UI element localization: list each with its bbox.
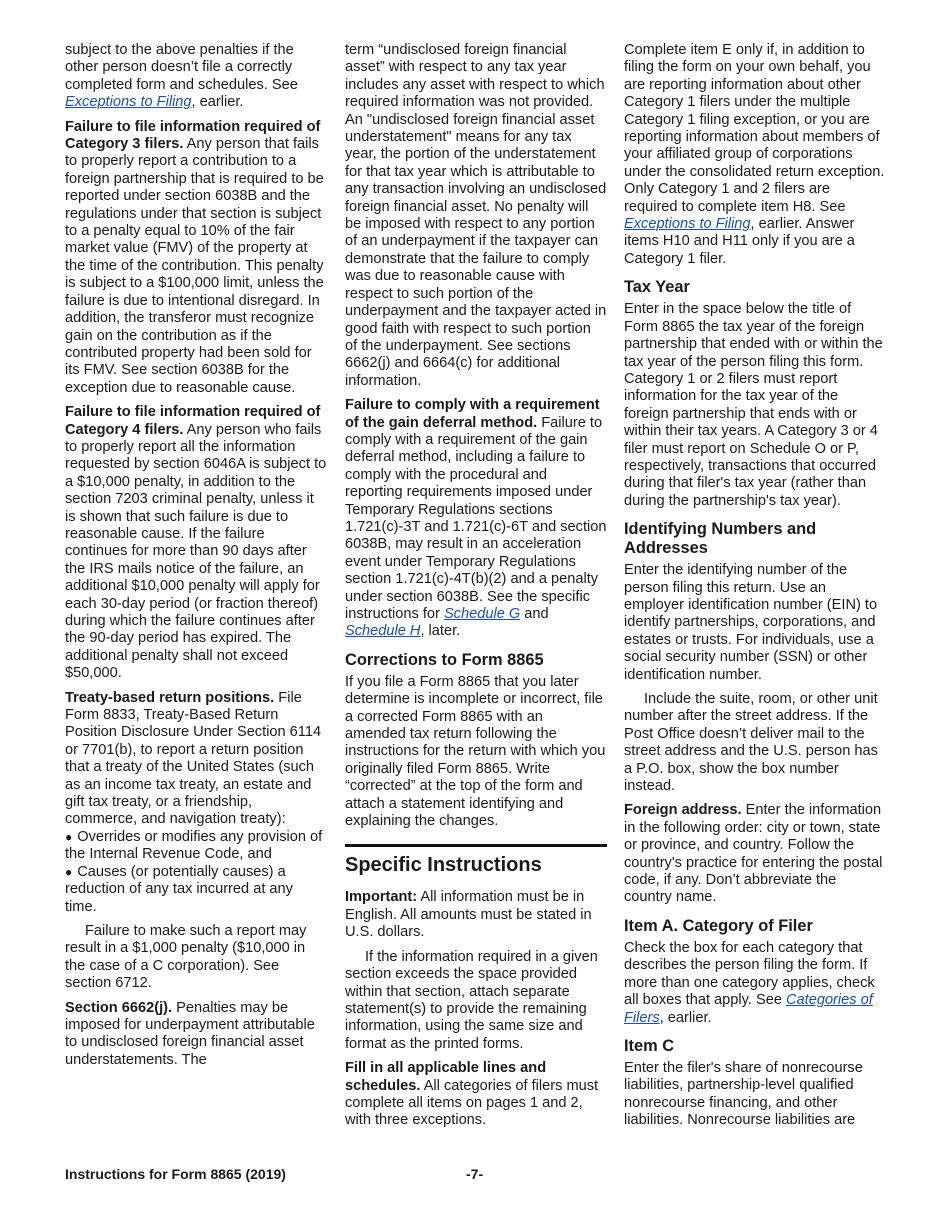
column-3 <box>624 42 886 1137</box>
run-in-heading: Foreign address. <box>624 802 742 819</box>
run-in-heading: Treaty-based return positions. <box>65 689 275 706</box>
schedule-h-link[interactable]: Schedule H <box>345 623 421 640</box>
bullet-list <box>65 829 327 916</box>
column-2 <box>345 42 607 1137</box>
paragraph: Failure to file information required of Category 3 filers. Any person that fails to properly report a contribution to a foreign partnership that is required to be reported under section 6038B and the regulations under that section is subject to a penalty equal to 10% of the fair market value (FMV) of the property at the time of the contribution. This penalty is subject to a $100,000 limit, unless the failure is due to intentional disregard. In addition, the transferor must recognize gain on the contribution as if the contributed property had been sold for its FMV. See section 6038B for the exception due to reasonable cause. <box>65 118 324 396</box>
list-item: ● Overrides or modifies any provision of the Internal Revenue Code, and <box>65 828 323 863</box>
paragraph: term “undisclosed foreign financial asset” with respect to any tax year includes any asset with respect to which required information was not provided. An "undisclosed foreign financial asset understatement" means for any tax year, the portion of the understatement for that tax year which is attributable to any transaction involving an undisclosed foreign financial asset. No penalty will be imposed with respect to any portion of an underpayment if the taxpayer can demonstrate that the failure to comply was due to reasonable cause with respect to such portion of the underpayment and the taxpayer acted in good faith with respect to such portion of the underpayment. See sections 6662(j) and 6664(c) for additional information. <box>345 42 607 389</box>
run-in-heading: Fill in all applicable lines and schedules. <box>345 1060 547 1094</box>
paragraph: Failure to file information required of Category 4 filers. Any person who fails to properly report all the information requested by section 6046A is subject to a $10,000 penalty, in addition to the section 7203 criminal penalty, unless it is shown that such failure is due to reasonable cause. If the failure continues for more than 90 days after the IRS mails notice of the failure, an additional $10,000 penalty will apply for each 30-day period (or fraction thereof) during which the failure continues after the 90-day period has expired. The additional penalty shall not exceed $50,000. <box>65 404 327 682</box>
paragraph: Failure to comply with a requirement of the gain deferral method. Failure to comply with a requirement of the gain deferral method, including a failure to comply with the procedural and reporting requirements imposed under Temporary Regulations sections 1.721(c)-3T and 1.721(c)-6T and section 6038B, may result in an acceleration event under Temporary Regulations section 1.721(c)-4T(b)(2) and a penalty under section 6038B. See the specific instructions for Schedule G and Schedule H, later. <box>345 397 607 640</box>
paragraph: Treaty-based return positions. File Form 8833, Treaty-Based Return Position Disclosure Under Section 6114 or 7701(b), to report a return position that a treaty of the United States (such as an income tax treaty, an estate and gift tax treaty, or a friendship, commerce, and navigation treaty): <box>65 689 322 828</box>
page-number: -7- <box>466 1166 484 1182</box>
bullet-icon: ● <box>65 864 73 879</box>
run-in-heading: Failure to file information required of Category 4 filers. <box>65 404 321 438</box>
paragraph: Foreign address. Enter the information in the following order: city or town, state or province, and country. Follow the country's practice for entering the postal code, if any. Don’t abbreviate the country name. <box>624 802 883 906</box>
section-heading-specific-instructions: Specific Instructions <box>345 854 542 877</box>
section-divider <box>345 844 607 847</box>
paragraph: Include the suite, room, or other unit number after the street address. If the Post Office doesn’t deliver mail to the street address and the U.S. person has a P.O. box, show the box number instead. <box>624 691 878 795</box>
paragraph: Complete item E only if, in addition to filing the form on your own behalf, you are reporting information about other Category 1 filers under the multiple Category 1 filing exception, or you are reporting information about members of your affiliated group of corporations under the consolidated return exception. Only Category 1 and 2 filers are required to complete item H8. See Exceptions to Filing, earlier. Answer items H10 and H11 only if you are a Category 1 filer. <box>624 42 885 267</box>
paragraph: Important: All information must be in English. All amounts must be stated in U.S. dollars. <box>345 889 592 941</box>
paragraph: Section 6662(j). Penalties may be imposed for underpayment attributable to undisclosed foreign financial asset understatements. The <box>65 999 315 1068</box>
schedule-g-link[interactable]: Schedule G <box>443 606 521 622</box>
run-in-heading: Important: <box>345 889 418 906</box>
section-heading-identifying-numbers: Identifying Numbers and Addresses <box>624 520 817 558</box>
paragraph: Check the box for each category that describes the person filing the form. If more than one category applies, check all boxes that apply. See Categories of Filers, earlier. <box>624 939 875 1026</box>
list-item: ● Causes (or potentially causes) a reduction of any tax incurred at any time. <box>65 863 293 915</box>
section-heading-tax-year: Tax Year <box>624 278 690 297</box>
paragraph: Enter the filer's share of nonrecourse liabilities, partnership-level qualified nonrecourse financing, and other liabilities. Nonrecourse liabilities are <box>624 1059 863 1129</box>
column-1 <box>65 42 327 1076</box>
exceptions-to-filing-link[interactable]: Exceptions to Filing <box>624 216 751 233</box>
paragraph: If the information required in a given section exceeds the space provided within that section, attach separate statement(s) to provide the remaining information, using the same size and format as the printed forms. <box>345 948 598 1052</box>
paragraph: subject to the above penalties if the other person doesn’t file a correctly completed form and schedules. See Exceptions to Filing, earlier. <box>65 42 298 111</box>
section-heading-item-a: Item A. Category of Filer <box>624 916 813 935</box>
footer-form-title: Instructions for Form 8865 (2019) <box>65 1166 286 1182</box>
section-heading-item-c: Item C <box>624 1036 675 1055</box>
paragraph: Failure to make such a report may result in a $1,000 penalty ($10,000 in the case of a C corporation). See section 6712. <box>65 922 307 992</box>
categories-of-filers-link[interactable]: Categories of Filers <box>624 992 873 1026</box>
paragraph: Fill in all applicable lines and schedules. All categories of filers must complete all items on pages 1 and 2, with three exceptions. <box>345 1060 599 1129</box>
paragraph: If you file a Form 8865 that you later determine is incomplete or incorrect, file a corrected Form 8865 with an amended tax return following the instructions for the return with which you originally filed Form 8865. Write “corrected” at the top of the form and attach a statement identifying and explaining the changes. <box>345 673 606 830</box>
paragraph: Enter the identifying number of the person filing this return. Use an employer identification number (EIN) to identify partnerships, corporations, and estates or trusts. For individuals, use a social security number (SSN) or other identification number. <box>624 562 878 683</box>
section-heading-corrections: Corrections to Form 8865 <box>345 650 544 669</box>
exceptions-to-filing-link[interactable]: Exceptions to Filing <box>65 94 192 111</box>
run-in-heading: Failure to comply with a requirement of the gain deferral method. <box>345 397 600 431</box>
run-in-heading: Section 6662(j). <box>65 999 173 1016</box>
run-in-heading: Failure to file information required of Category 3 filers. <box>65 118 321 153</box>
bullet-icon: ● <box>65 829 73 844</box>
paragraph: Enter in the space below the title of Form 8865 the tax year of the foreign partnership that ended with or within the tax year of the person filing this form. Category 1 or 2 filers must report information for the tax year of the foreign partnership that ends with or within their tax years. A Category 3 or 4 filer must report on Schedule O or P, respectively, transactions that occurred during that filer's tax year (rather than during the partnership's tax year). <box>624 301 883 509</box>
